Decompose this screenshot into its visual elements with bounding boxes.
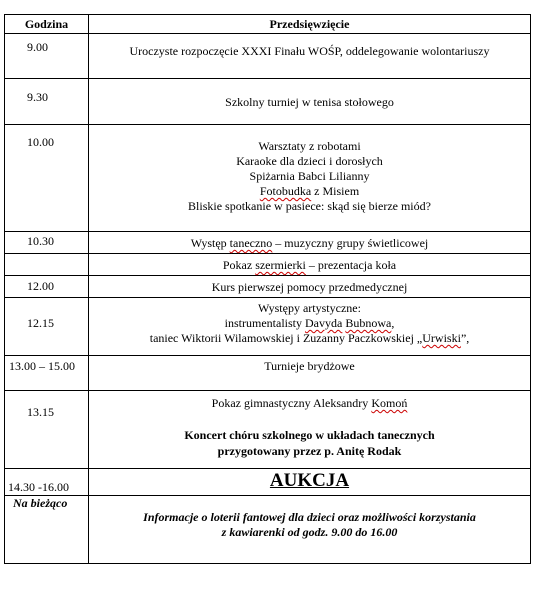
event-cell: Warsztaty z robotami Karaoke dla dzieci i dorosłych Spiżarnia Babci Lilianny Fotobudka z Misiem Bliskie spotkanie w pasiece: skąd się bierze miód? bbox=[89, 125, 531, 232]
time-cell: 12.00 bbox=[5, 276, 89, 298]
event-cell bbox=[89, 469, 531, 496]
time-cell bbox=[5, 254, 89, 276]
time-cell: 9.00 bbox=[5, 34, 89, 79]
time-cell: 10.30 bbox=[5, 232, 89, 254]
table-row bbox=[5, 391, 531, 469]
event-cell: Pokaz gimnastyczny Aleksandry Komoń Koncert chóru szkolnego w układach tanecznych przygotowany przez p. Anitę Rodak bbox=[89, 391, 531, 469]
event-cell: Szkolny turniej w tenisa stołowego bbox=[89, 79, 531, 125]
table-row bbox=[5, 232, 531, 254]
misspelling-underline: taneczno bbox=[229, 236, 273, 250]
header-event: Przedsięwzięcie bbox=[89, 15, 531, 34]
event-cell: Informacje o loterii fantowej dla dzieci oraz możliwości korzystania z kawiarenki od godz. 9.00 do 16.00 bbox=[89, 496, 531, 564]
event-cell: Występ taneczno – muzyczny grupy świetlicowej bbox=[89, 232, 531, 254]
misspelling-underline: Urwiski bbox=[422, 331, 461, 345]
header-row bbox=[5, 15, 531, 34]
time-cell: 13.15 bbox=[5, 391, 89, 469]
table-row bbox=[5, 496, 531, 564]
time-cell: Na bieżąco bbox=[5, 496, 89, 564]
event-cell: Pokaz szermierki – prezentacja koła bbox=[89, 254, 531, 276]
schedule-table bbox=[4, 14, 531, 564]
misspelling-underline: Bubnowa bbox=[345, 316, 392, 330]
table-row bbox=[5, 469, 531, 496]
table-row bbox=[5, 356, 531, 391]
table-row bbox=[5, 125, 531, 232]
time-cell: 9.30 bbox=[5, 79, 89, 125]
table-row bbox=[5, 298, 531, 356]
misspelling-underline: Davyda bbox=[305, 316, 343, 330]
event-cell: Uroczyste rozpoczęcie XXXI Finału WOŚP, oddelegowanie wolontariuszy bbox=[89, 34, 531, 79]
event-cell: Kurs pierwszej pomocy przedmedycznej bbox=[89, 276, 531, 298]
header-time: Godzina bbox=[5, 15, 89, 34]
table-row bbox=[5, 254, 531, 276]
misspelling-underline: Komoń bbox=[371, 396, 408, 410]
misspelling-underline: Fotobudka bbox=[259, 184, 312, 198]
time-cell: 13.00 – 15.00 bbox=[5, 356, 89, 391]
event-cell: Występy artystyczne: instrumentalisty Davyda Bubnowa, taniec Wiktorii Wilamowskiej i Zuzanny Paczkowskiej „Urwiski”, bbox=[89, 298, 531, 356]
table-row bbox=[5, 79, 531, 125]
auction-title: AUKCJA bbox=[269, 470, 350, 491]
table-row bbox=[5, 276, 531, 298]
event-cell: Turnieje brydżowe bbox=[89, 356, 531, 391]
misspelling-underline: szermierki bbox=[255, 258, 306, 272]
time-cell: 10.00 bbox=[5, 125, 89, 232]
time-cell: 14.30 -16.00 bbox=[5, 469, 89, 496]
time-cell: 12.15 bbox=[5, 298, 89, 356]
table-row bbox=[5, 34, 531, 79]
